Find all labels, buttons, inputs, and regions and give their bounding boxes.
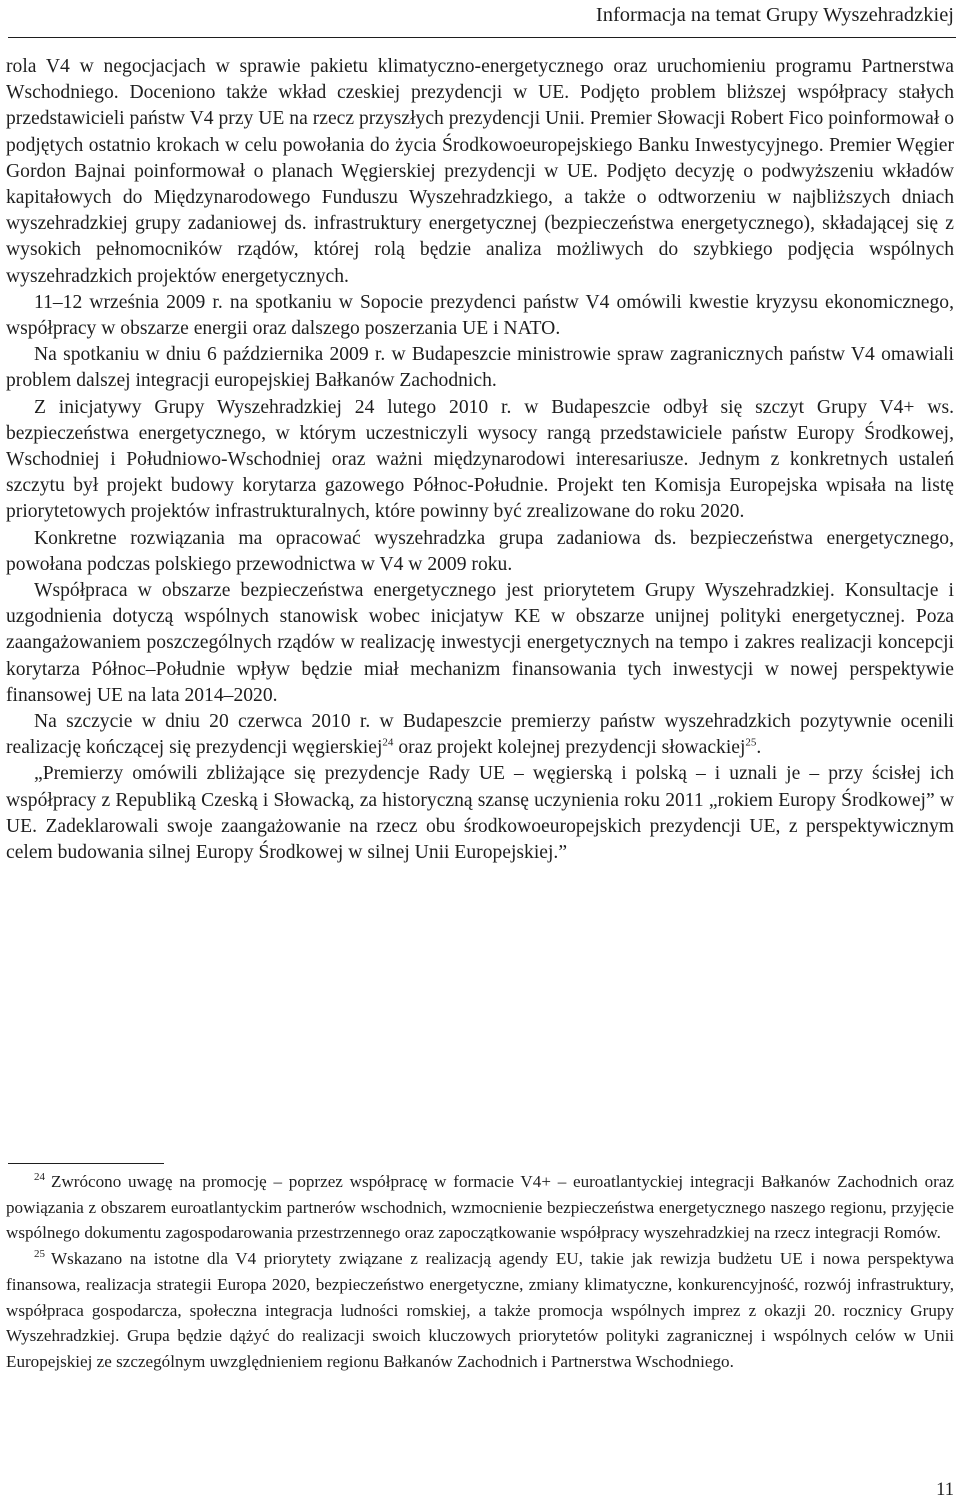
footnote-separator <box>8 1163 164 1164</box>
footnote-mark: 25 <box>34 1248 45 1261</box>
paragraph-5: Konkretne rozwiązania ma opracować wyszehradzka grupa zadaniowa ds. bezpieczeństwa energetycznego, powołana podczas polskiego przewodnictwa w V4 w 2009 roku. <box>6 527 954 575</box>
paragraph-7-text-c: . <box>756 737 762 759</box>
paragraph-6: Współpraca w obszarze bezpieczeństwa energetycznego jest priorytetem Grupy Wyszehradzkiej. Konsultacje i uzgodnienia dotyczą wspólnych stanowisk wobec inicjatyw KE w obszarze unijnej polityki energetycznej. Poza zaangażowaniem poszczególnych rządów w realizację inwestycji energetycznych na tempo i zakres realizacji koncepcji korytarza Północ–Południe wpływ będzie miał mechanizm finansowania tych inwestycji w nowej perspektywie finansowej UE na lata 2014–2020. <box>6 580 954 706</box>
footnote-24 <box>6 1169 954 1246</box>
header-rule <box>8 37 956 38</box>
footnote-text: Zwrócono uwagę na promocję – poprzez współpracę w formacie V4+ – euroatlantyckiej integracji Bałkanów Zachodnich oraz powiązania z obszarem euroatlantyckim partnerów wschodnich, wzmocnienie bezpieczeństwa energetycznego naszego regionu, przyjęcie wspólnego dokumentu zagospodarowania przestrzennego oraz zapoczątkowanie współpracy wyszehradzkiej na rzecz integracji Romów. <box>6 1172 954 1243</box>
paragraph-2: 11–12 września 2009 r. na spotkaniu w Sopocie prezydenci państw V4 omówili kwestie kryzysu ekonomicznego, współpracy w obszarze energii oraz dalszego poszerzania UE i NATO. <box>6 291 954 340</box>
footnotes <box>6 1169 954 1375</box>
footnote-text: Wskazano na istotne dla V4 priorytety związane z realizacją agendy EU, takie jak rewizja budżetu UE i nowa perspektywa finansowa, realizacja strategii Europa 2020, bezpieczeństwo energetyczne, zmiany klimatyczne, konkurencyjność, rozwój infrastruktury, współpraca gospodarcza, społeczna integracja ludności romskiej, a także promocja wspólnych imprez z okazji 20. rocznicy Grupy Wyszehradzkiej. Grupa będzie dążyć do realizacji swoich kluczowych priorytetów polityki zagranicznej i wspólnych celów w Unii Europejskiej ze szczególnym uwzględnieniem regionu Bałkanów Zachodnich i Partnerstwa Wschodniego. <box>6 1249 954 1371</box>
paragraph-4: Z inicjatywy Grupy Wyszehradzkiej 24 lutego 2010 r. w Budapeszcie odbył się szczyt Grupy V4+ ws. bezpieczeństwa energetycznego, w którym uczestniczyli wysocy rangą przedstawiciele państw Europy Środkowej, Wschodniej i Południowo-Wschodniej oraz ważni międzynarodowi interesariusze. Jednym z konkretnych ustaleń szczytu był projekt budowy korytarza gazowego Północ-Południe. Projekt ten Komisja Europejska wpisała na listę priorytetowych projektów infrastrukturalnych, które powinny być zrealizowane do roku 2020. <box>6 396 954 523</box>
footnote-25 <box>6 1246 954 1375</box>
page-number: 11 <box>936 1480 954 1500</box>
paragraph-7 <box>6 709 954 761</box>
running-header: Informacja na temat Grupy Wyszehradzkiej <box>595 4 954 26</box>
paragraph-1: rola V4 w negocjacjach w sprawie pakietu klimatyczno-energetycznego oraz uruchomieniu programu Partnerstwa Wschodniego. Doceniono także wkład czeskiej prezydencji w UE. Podjęto problem bliższej współpracy stałych przedstawicieli państw V4 przy UE na rzecz przyszłych prezydencji Unii. Premier Słowacji Robert Fico poinformował o podjętych ostatnio krokach w celu powołania do życia Środkowoeuropejskiego Banku Inwestycyjnego. Premier Węgier Gordon Bajnai poinformował o planach Węgierskiej prezydencji w UE. Podjęto decyzję o podwyższeniu wkładów kapitałowych do Międzynarodowego Funduszu Wyszehradzkiego, a także o odtworzeniu w najbliższych dniach wyszehradzkiej grupy zadaniowej ds. infrastruktury energetycznej (bezpieczeństwa energetycznego), składającej się z wysokich pełnomocników rządów, której rolą będzie analiza możliwych do szybkiego podjęcia wspólnych wyszehradzkich projektów energetycznych. <box>6 56 954 287</box>
footnote-ref-24[interactable]: 24 <box>382 736 394 749</box>
paragraph-7-text-b: oraz projekt kolejnej prezydencji słowackiej <box>393 737 746 759</box>
footnote-ref-25[interactable]: 25 <box>745 736 757 749</box>
paragraph-7-text-a: Na szczycie w dniu 20 czerwca 2010 r. w Budapeszcie premierzy państw wyszehradzkich pozytywnie ocenili realizację kończącej się prezydencji węgierskiej <box>6 711 954 759</box>
paragraph-8-quote: „Premierzy omówili zbliżające się prezydencje Rady UE – węgierską i polską – i uznali je – przy ścisłej ich współpracy z Republiką Czeską i Słowacką, za historyczną szansę uczynienia roku 2011 „rokiem Europy Środkowej” w UE. Zadeklarowali swoje zaangażowanie na rzecz obu środkowoeuropejskich prezydencji UE, z perspektywicznym celem budowania silnej Europy Środkowej w silnej Unii Europejskiej.” <box>6 763 954 864</box>
paragraph-3: Na spotkaniu w dniu 6 października 2009 r. w Budapeszcie ministrowie spraw zagranicznych państw V4 omawiali problem dalszej integracji europejskiej Bałkanów Zachodnich. <box>6 344 954 392</box>
body-text <box>6 54 954 866</box>
footnote-mark: 24 <box>34 1171 45 1184</box>
